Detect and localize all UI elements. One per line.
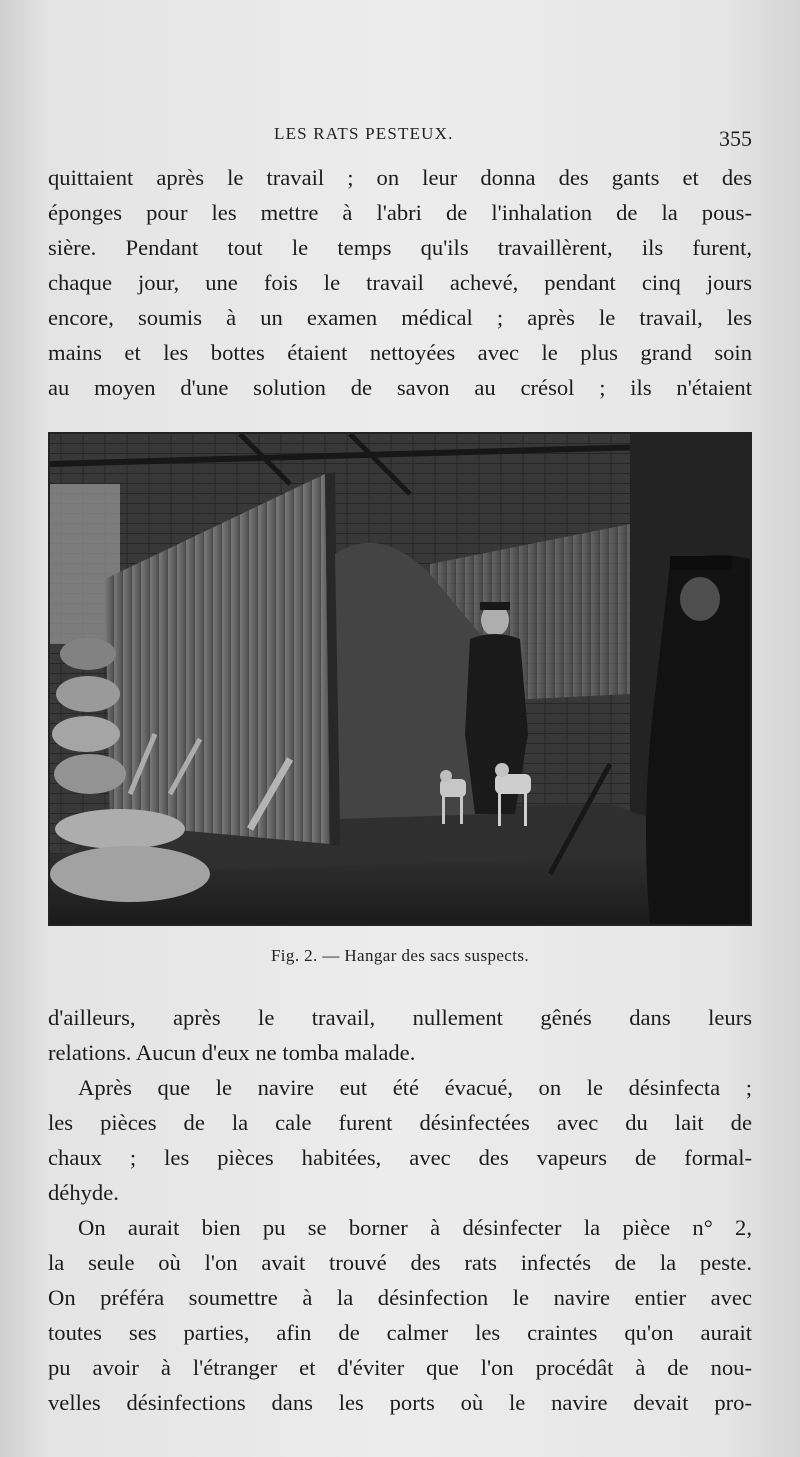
figure-caption: Fig. 2. — Hangar des sacs suspects. [270,946,530,965]
hangar-photo [50,434,750,924]
text-line: d'ailleurs, après le travail, nullement gênés dans leurs [48,1005,752,1030]
text-line: pu avoir à l'étranger et d'éviter que l'on procédât à de nou- [48,1355,752,1380]
text-line: déhyde. [48,1180,119,1205]
page-header [48,120,752,154]
page-number: 355 [719,126,752,151]
text-line: chaque jour, une fois le travail achevé, pendant cinq jours [48,270,752,295]
text-line: la seule où l'on avait trouvé des rats infectés de la peste. [48,1250,752,1275]
paragraph-bottom [48,1000,752,1420]
text-line: toutes ses parties, afin de calmer les craintes qu'on aurait [48,1320,752,1345]
text-line: les pièces de la cale furent désinfectées avec du lait de [48,1110,752,1135]
text-line: sière. Pendant tout le temps qu'ils travaillèrent, ils furent, [48,235,752,260]
text-line: mains et les bottes étaient nettoyées avec le plus grand soin [48,340,752,365]
text-line: encore, soumis à un examen médical ; après le travail, les [48,305,752,330]
text-line: au moyen d'une solution de savon au crésol ; ils n'étaient [48,375,752,400]
paragraph-top [48,160,752,405]
text-line: chaux ; les pièces habitées, avec des vapeurs de formal- [48,1145,752,1170]
text-line: On préféra soumettre à la désinfection le navire entier avec [48,1285,752,1310]
text-line: Après que le navire eut été évacué, on le désinfecta ; [78,1075,752,1100]
running-title: LES RATS PESTEUX. [274,124,454,143]
text-line: quittaient après le travail ; on leur donna des gants et des [48,165,752,190]
text-line: velles désinfections dans les ports où le navire devait pro- [48,1390,752,1415]
text-line: On aurait bien pu se borner à désinfecter la pièce n° 2, [78,1215,752,1240]
text-line: éponges pour les mettre à l'abri de l'inhalation de la pous- [48,200,752,225]
figure-photograph [48,432,752,926]
text-line: relations. Aucun d'eux ne tomba malade. [48,1040,416,1065]
